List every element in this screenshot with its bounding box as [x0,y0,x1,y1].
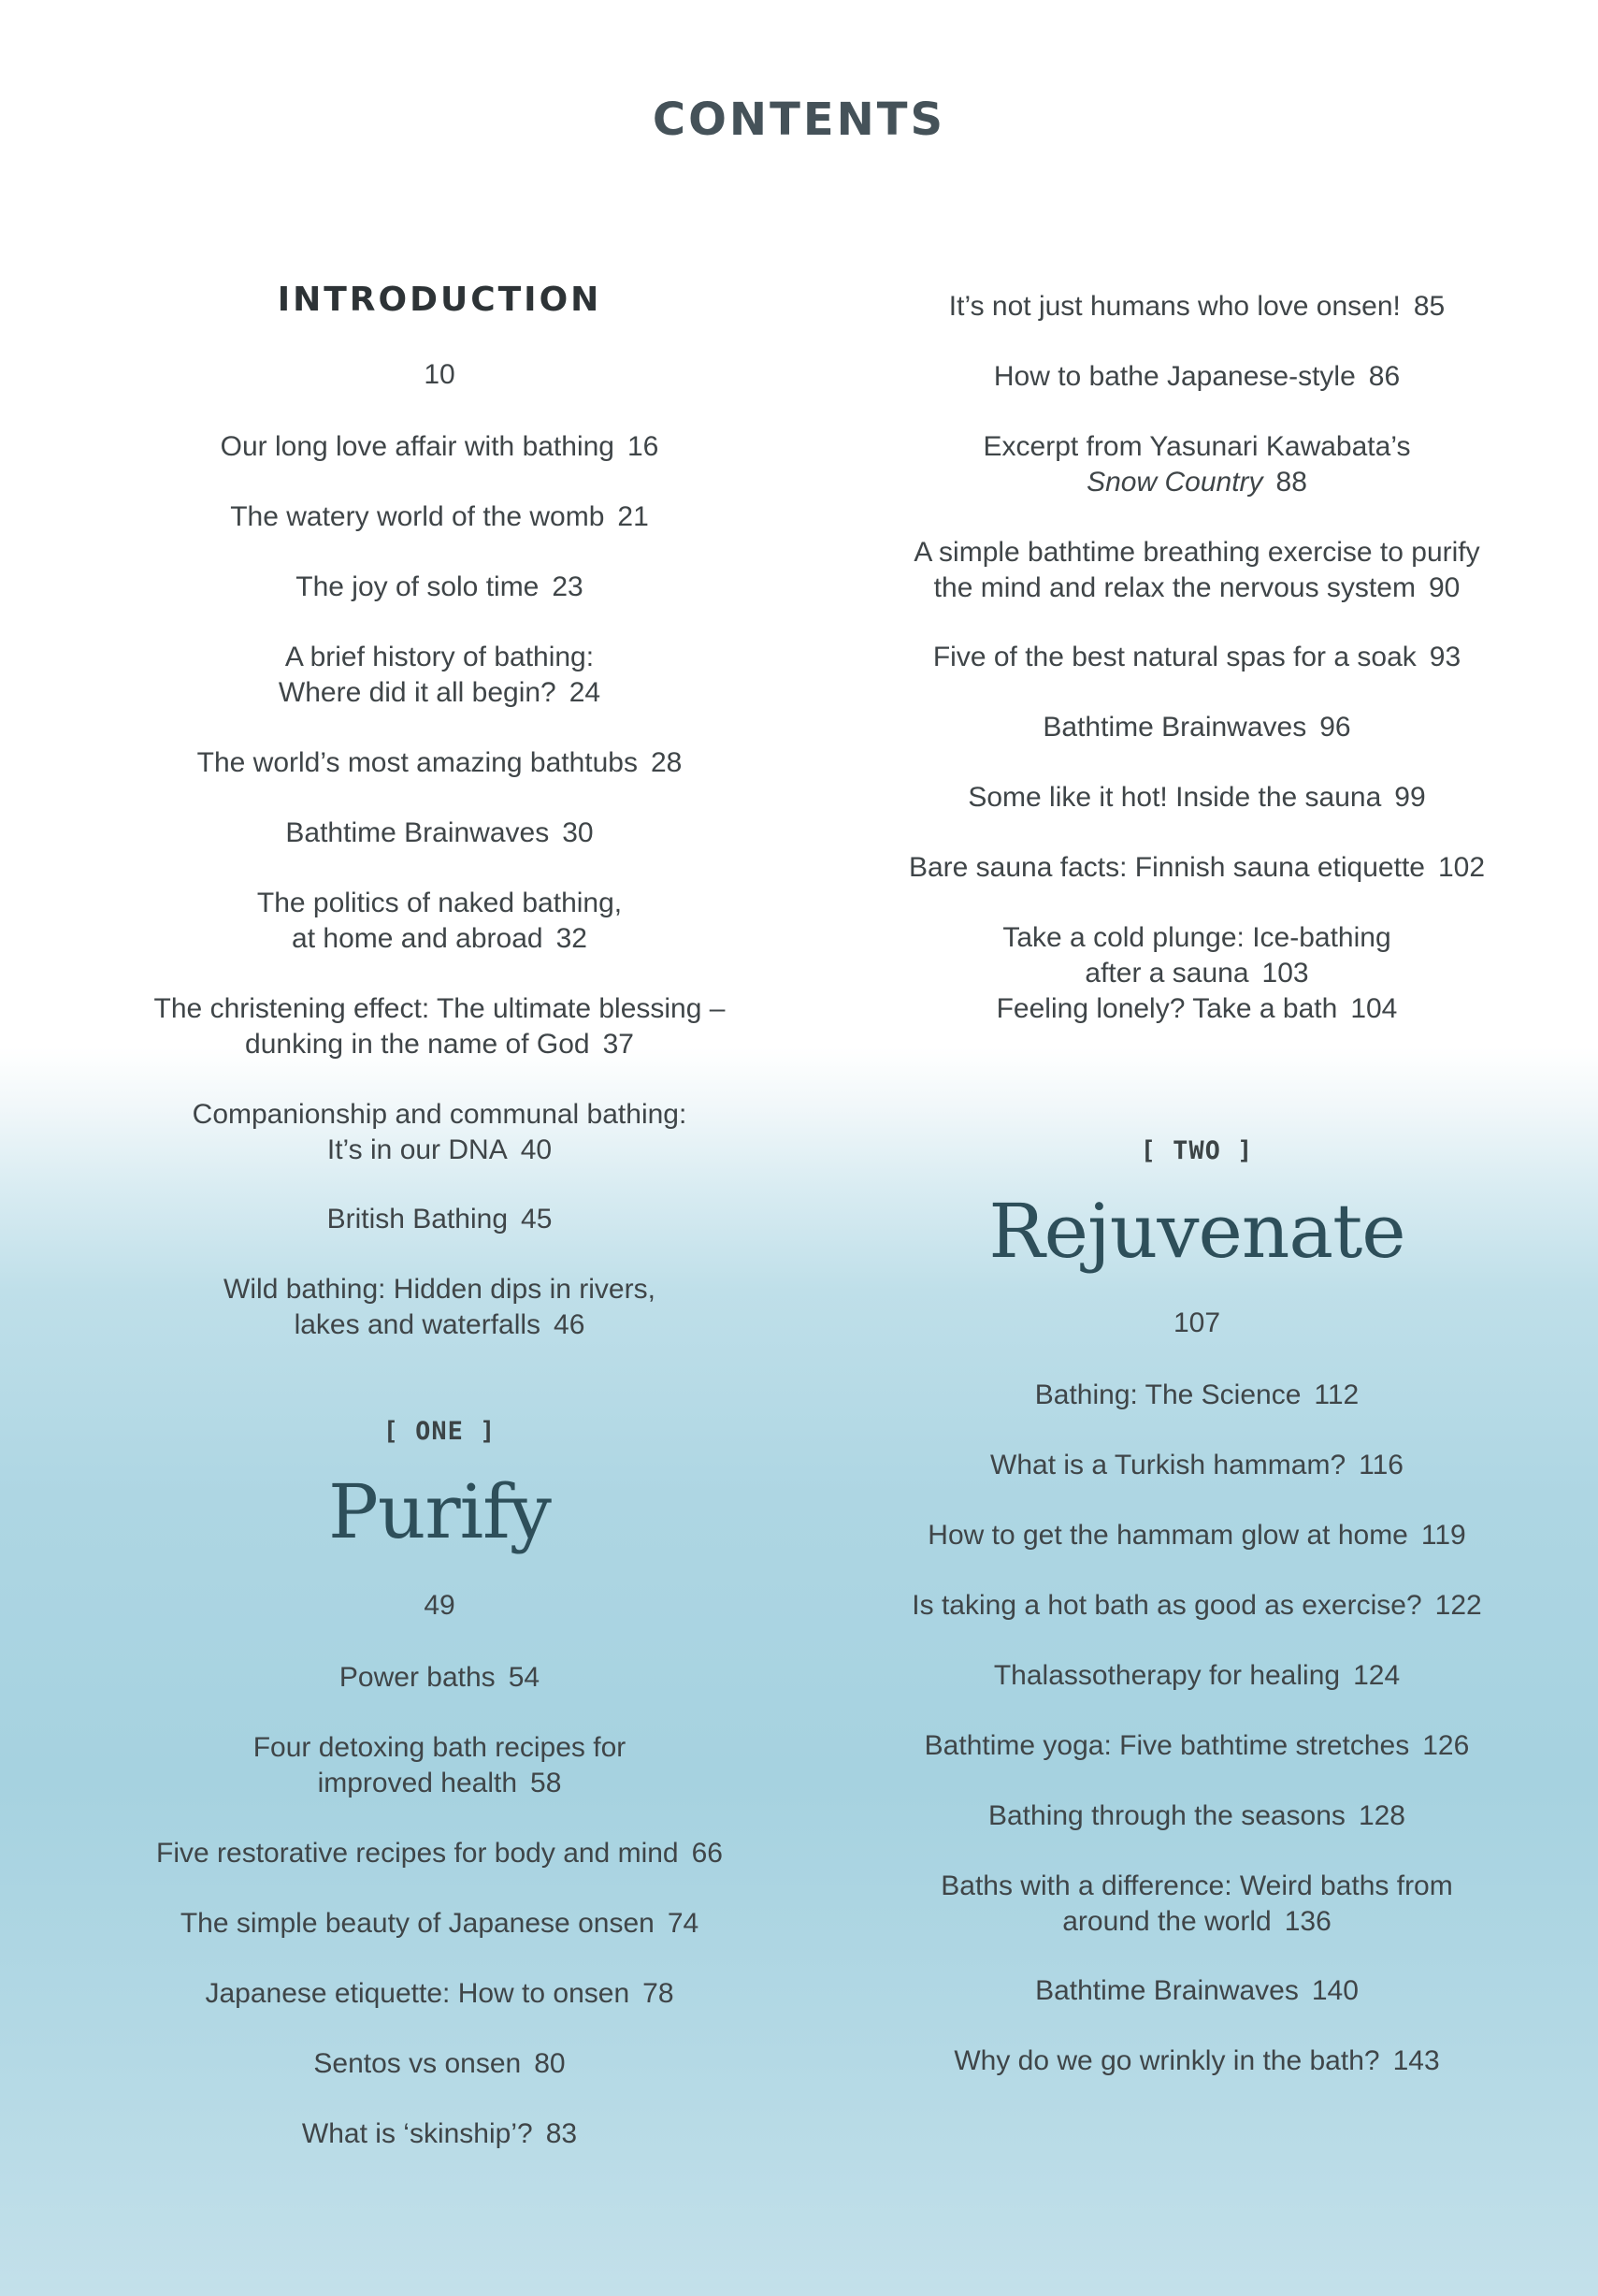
toc-entry-page: 28 [650,747,683,778]
toc-entry-page: 140 [1311,1975,1359,2006]
toc-entry-title: British Bathing [326,1204,509,1235]
part-two-page-number: 107 [1173,1307,1221,1338]
toc-entry-title: Some like it hot! Inside the sauna [968,782,1382,813]
toc-entry [103,1906,776,1942]
introduction-page-number: 10 [424,359,455,390]
toc-entry-title: Sentos vs onsen [313,2048,522,2079]
toc-entry-title: The joy of solo time [295,571,540,602]
toc-entry-page: 104 [1350,993,1398,1024]
toc-entry-page: 74 [667,1908,699,1939]
toc-entry-page: 99 [1394,782,1426,813]
toc-entry [823,850,1571,886]
toc-entry-title: Five of the best natural spas for a soak [932,642,1417,672]
toc-entry [103,429,776,465]
toc-entry [103,1272,776,1343]
toc-entry-page: 86 [1368,361,1401,392]
toc-entry [103,499,776,535]
part-one-title: Purify [328,1468,551,1555]
toc-entry-title: What is ‘skinship’? [301,2118,533,2149]
toc-entry-title: Bathtime Brainwaves [1043,712,1307,743]
toc-entry [823,1588,1571,1624]
toc-entry [823,429,1571,500]
toc-entry-page: 93 [1429,642,1461,672]
part-one-page-number: 49 [424,1590,455,1621]
toc-entry [823,640,1571,675]
toc-entry [103,991,776,1062]
toc-entry [823,920,1571,991]
toc-entry-title: Japanese etiquette: How to onsen [205,1978,630,2009]
toc-entry-title: How to bathe Japanese-style [993,361,1356,392]
toc-entry-page: 78 [642,1978,674,2009]
toc-entry-page: 103 [1261,958,1309,989]
toc-entry-page: 21 [617,501,649,532]
toc-entry [103,1836,776,1871]
toc-entry [823,289,1571,325]
toc-entry-page: 54 [508,1662,540,1693]
toc-entry-page: 96 [1319,712,1351,743]
toc-entry [823,1973,1571,2009]
toc-entry-page: 23 [552,571,583,602]
toc-entry-title: It’s not just humans who love onsen! [948,291,1401,322]
toc-entry-title: Power baths [338,1662,496,1693]
toc-entry-page: 32 [555,923,587,954]
toc-entry [103,2116,776,2152]
toc-entry-page: 46 [554,1309,585,1340]
toc-entry-title-italic: Snow Country [1087,467,1263,498]
contents-title: CONTENTS [652,94,946,146]
part-two-title: Rejuvenate [988,1188,1405,1275]
toc-entry-page: 45 [521,1204,553,1235]
toc-entry [823,1869,1571,1940]
toc-entry-page: 37 [602,1029,634,1060]
toc-entry-page: 116 [1359,1450,1404,1480]
toc-entry-title: The watery world of the womb [230,501,605,532]
toc-entry-title: Take a cold plunge: Ice-bathing after a sauna [1002,922,1391,989]
toc-entry-title: A brief history of bathing: Where did it all begin? [278,642,595,708]
toc-entry [103,2046,776,2082]
toc-entry-title: The world’s most amazing bathtubs [196,747,638,778]
toc-entry-title: What is a Turkish hammam? [990,1450,1346,1480]
toc-entry-page: 40 [520,1134,553,1165]
toc-entry [823,2043,1571,2079]
toc-entry [103,640,776,711]
toc-entry-page: 128 [1358,1800,1405,1831]
toc-entry-title: Bathing through the seasons [987,1800,1346,1831]
toc-entry-title: Feeling lonely? Take a bath [996,993,1338,1024]
toc-entry-title: Bathtime yoga: Five bathtime stretches [924,1730,1410,1761]
toc-entry-page: 122 [1434,1590,1482,1621]
toc-entry-page: 143 [1392,2045,1440,2076]
toc-entry-page: 80 [534,2048,566,2079]
toc-entry-title: A simple bathtime breathing exercise to purify the mind and relax the nervous system [914,537,1480,603]
toc-entry [103,1660,776,1696]
toc-entry-title: Baths with a difference: Weird baths from around the world [941,1870,1453,1937]
part-two-label: [ TWO ] [1140,1136,1254,1165]
toc-entry [823,1658,1571,1694]
toc-entry-title: Bathing: The Science [1034,1379,1302,1410]
toc-entry-page: 16 [627,431,659,462]
toc-entry-title: The christening effect: The ultimate blessing – dunking in the name of God [153,993,726,1060]
toc-entry [103,745,776,781]
toc-entry-title: Why do we go wrinkly in the bath? [954,2045,1380,2076]
toc-entry-page: 85 [1413,291,1446,322]
toc-entry-page: 112 [1314,1379,1360,1410]
toc-entry-page: 24 [569,677,601,708]
toc-entry-title: Thalassotherapy for healing [993,1660,1341,1691]
toc-entry [823,1728,1571,1764]
toc-entry-title: Five restorative recipes for body and mind [156,1838,679,1869]
toc-entry [823,1798,1571,1834]
toc-entry-title: Bare sauna facts: Finnish sauna etiquette [908,852,1425,883]
part-one-label: [ ONE ] [382,1417,497,1446]
toc-entry-title: Bathtime Brainwaves [1035,1975,1299,2006]
toc-entry [103,1730,776,1801]
toc-entry-page: 102 [1437,852,1486,883]
toc-entry [103,886,776,957]
toc-entry [103,1202,776,1237]
toc-entry [823,1518,1571,1553]
toc-entry-page: 88 [1275,467,1307,498]
toc-entry-page: 136 [1284,1906,1332,1937]
toc-entry-title: The simple beauty of Japanese onsen [180,1908,655,1939]
toc-entry-page: 58 [530,1768,562,1798]
toc-entry-page: 126 [1422,1730,1470,1761]
toc-entry [103,1097,776,1168]
toc-entry [823,991,1571,1027]
toc-entry [823,1448,1571,1483]
toc-entry [823,535,1571,606]
toc-entry-page: 66 [691,1838,723,1869]
toc-entry-title: How to get the hammam glow at home [928,1520,1408,1551]
toc-entry-page: 30 [562,817,594,848]
toc-entry-page: 119 [1420,1520,1466,1551]
toc-entry [823,1378,1571,1413]
toc-entry [103,816,776,851]
toc-entry-page: 83 [545,2118,578,2149]
toc-entry-title: Is taking a hot bath as good as exercise? [912,1590,1422,1621]
toc-entry-title: Our long love affair with bathing [220,431,614,462]
toc-entry [823,780,1571,816]
toc-entry-title: Companionship and communal bathing: It’s in our DNA [192,1099,687,1165]
toc-entry-title: Wild bathing: Hidden dips in rivers, lakes and waterfalls [223,1274,655,1340]
toc-entry [103,570,776,605]
toc-entry-title: Four detoxing bath recipes for improved health [252,1732,626,1798]
toc-entry [823,359,1571,395]
toc-entry-page: 90 [1428,572,1461,603]
toc-entry-title: The politics of naked bathing, at home and abroad [256,888,623,954]
toc-entry [103,1976,776,2012]
toc-entry-title: Excerpt from Yasunari Kawabata’s [983,431,1411,462]
introduction-heading: INTRODUCTION [277,281,602,319]
toc-entry-page: 124 [1353,1660,1401,1691]
toc-entry-title: Bathtime Brainwaves [285,817,550,848]
toc-entry [823,710,1571,745]
